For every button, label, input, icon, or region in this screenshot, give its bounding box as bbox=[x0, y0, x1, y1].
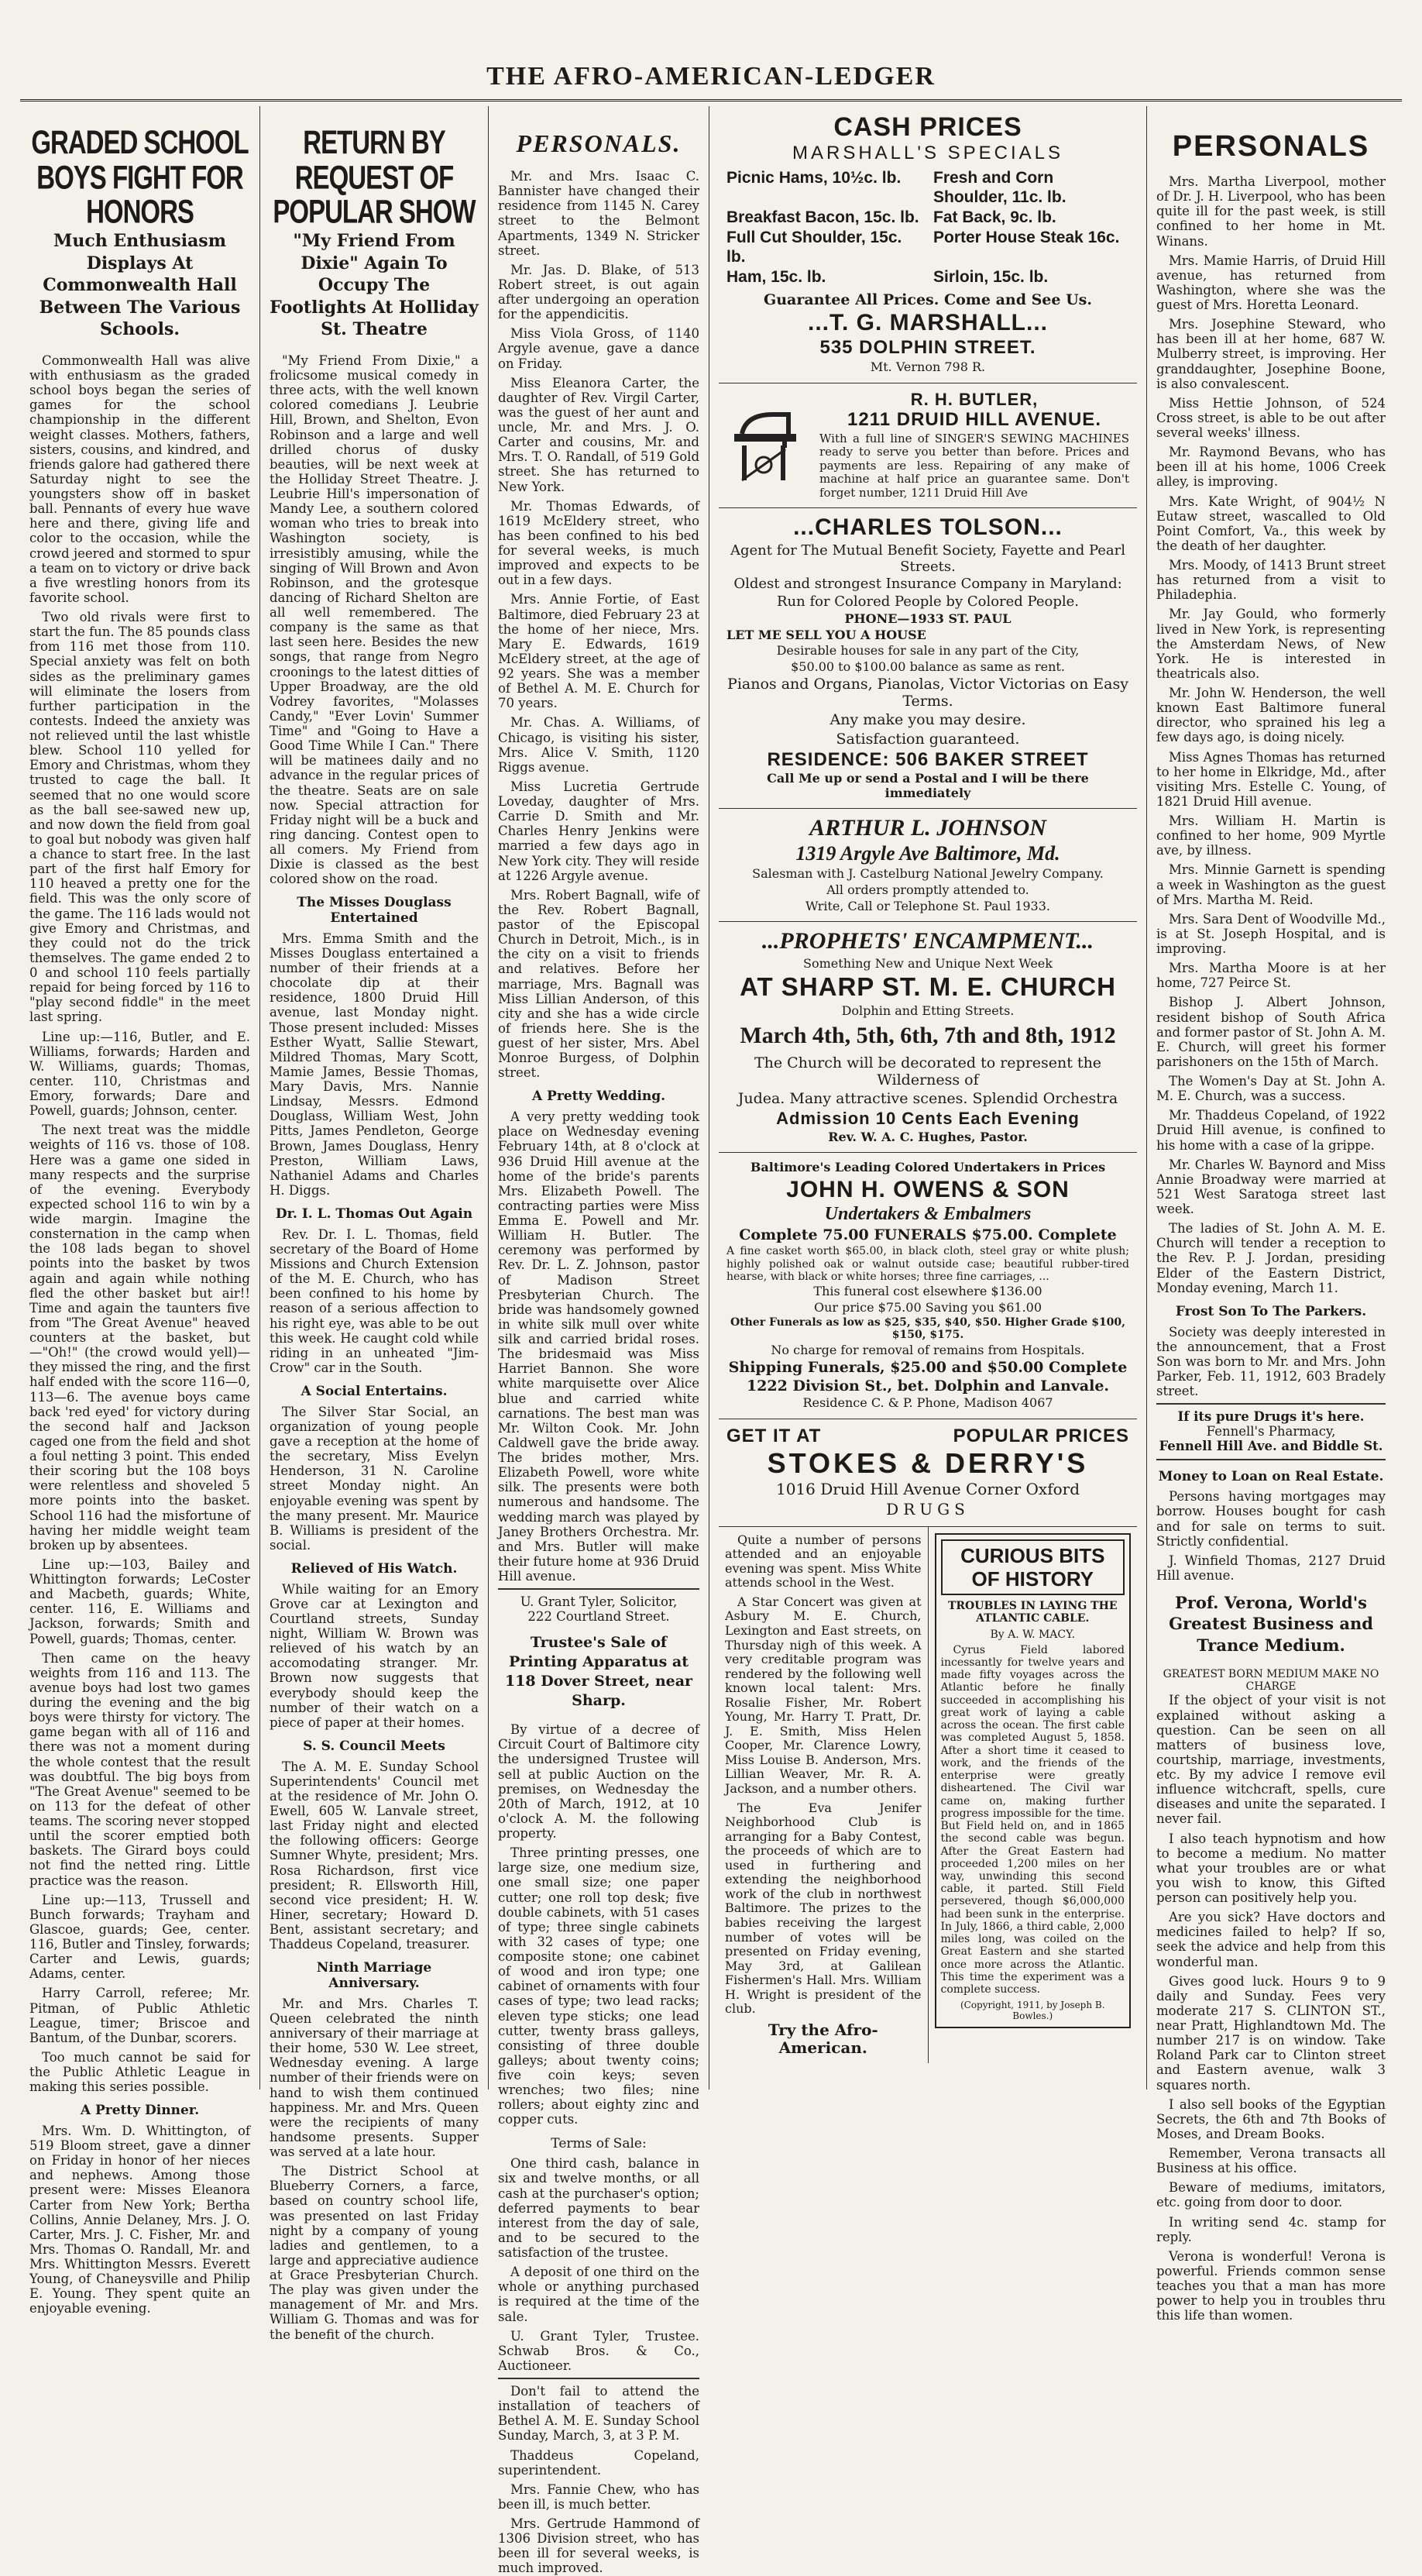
article-paragraph: Gives good luck. Hours 9 to 9 daily and Sunday. Fees very moderate 217 S. CLINTON ST., near Pratt, Highlandtown Md. The number 217 is on window. Take Roland Park car to Clinton street and Eastern avenue, walk 3 squares north. bbox=[1156, 1973, 1386, 2093]
trustee-heading: Trustee's Sale of Printing Apparatus at 118 Dover Street, near Sharp. bbox=[504, 1634, 693, 1709]
personal-item: Mr. and Mrs. Isaac C. Bannister have changed their residence from 1145 N. Carey street to the Belmont Apartments, 1349 N. Stricker street. bbox=[498, 169, 699, 258]
article-paragraph: Don't fail to attend the installation of teachers of Bethel A. M. E. Sunday School Sunday, March, 3, at 3 P. M. bbox=[498, 2384, 699, 2444]
johnson-name: ARTHUR L. JOHNSON bbox=[809, 815, 1046, 841]
personal-item: Mrs. Martha Liverpool, mother of Dr. J. H. Liverpool, who has been quite ill for the past week, is still confined to her home in Mt. Winans. bbox=[1156, 174, 1386, 249]
personal-item: Mrs. Mamie Harris, of Druid Hill avenue, has returned from Washington, where she was the guest of Mrs. Horetta Leonard. bbox=[1156, 253, 1386, 313]
personal-item: Miss Lucretia Gertrude Loveday, daughter of Mrs. Carrie D. Smith and Mr. Charles Henry Jenkins were married a few days ago in New York city. They will reside at 1226 Argyle avenue. bbox=[498, 779, 699, 883]
owens-address: 1222 Division St., bet. Dolphin and Lanvale. bbox=[746, 1377, 1110, 1395]
cash-prices-title: CASH PRICES bbox=[833, 112, 1022, 142]
price-item: Full Cut Shoulder, 15c. lb. bbox=[726, 229, 902, 266]
personal-item: Mr. John W. Henderson, the well known East Baltimore funeral director, who sprained his leg a few days ago, is doing nicely. bbox=[1156, 686, 1386, 745]
article-paragraph: Quite a number of persons attended and an enjoyable evening was spent. Miss White attends school in the West. bbox=[725, 1532, 922, 1591]
article-paragraph: J. Winfield Thomas, 2127 Druid Hill avenue. bbox=[1156, 1553, 1386, 1583]
personal-item: Miss Eleanora Carter, the daughter of Rev. Virgil Carter, was the guest of her aunt and uncle, Mr. and Mrs. J. O. Carter and cousins, Mr. and Mrs. T. O. Randall, of 519 Gold street. She has returned to New York. bbox=[498, 375, 699, 494]
price-item: Sirloin, 15c. lb. bbox=[933, 268, 1049, 287]
owens-name: JOHN H. OWENS & SON bbox=[786, 1176, 1070, 1202]
curious-box bbox=[935, 1533, 1132, 2028]
stokes-address: 1016 Druid Hill Avenue Corner Oxford bbox=[775, 1480, 1080, 1499]
johnson-line: All orders promptly attended to. bbox=[826, 882, 1029, 897]
admission-line: Admission 10 Cents Each Evening bbox=[776, 1109, 1080, 1129]
council-heading: S. S. Council Meets bbox=[303, 1738, 445, 1754]
article-paragraph: A very pretty wedding took place on Wednesday evening February 14th, at 8 o'clock at 936 Druid Hill avenue at the home of the bride's parents Mrs. Elizabeth Powell. The contracting parties were Miss Emma E. Powell and Mr. William H. Butler. The ceremony was performed by Rev. Dr. L. Z. Johnson, pastor of Madison Street Presbyterian Church. The bride was handsomely gowned in white silk mull over white silk and carried bridal roses. The bridesmaid was Miss Harriet Bannon. She wore white marquisette over Alice blue and carried white carnations. The best man was Mr. Wilton Cook. Mr. John Caldwell gave the bride away. The brides mother, Mrs. Elizabeth Powell, wore white silk. The presents were both numerous and handsome. The wedding march was played by Janey Brothers Orchestra. Mr. and Mrs. Butler will make their future home at 936 Druid Hill avenue. bbox=[498, 1109, 699, 1584]
personal-item: Mr. Jay Gould, who formerly lived in New York, is representing the Amsterdam News, of New York. He is interested in theatricals also. bbox=[1156, 607, 1386, 681]
dinner-paragraph: Mrs. Wm. D. Whittington, of 519 Bloom street, gave a dinner on Friday in honor of her nieces and nephews. Among those present were: Misses Eleanora Carter from New York; Bertha Collins, Annie Delaney, Mrs. J. O. Carter, Mrs. J. C. Fisher, Mr. and Mrs. Thomas O. Randall, Mr. and Mrs. Whittington Messrs. Everett Young, of Chaneysville and Philip E. Young. They spent quite an enjoyable evening. bbox=[29, 2123, 250, 2316]
headline-show: RETURN BY REQUEST OF POPULAR SHOW bbox=[273, 122, 476, 230]
article-paragraph: A Star Concert was given at Asbury M. E. Church, Lexington and East streets, on Thursday nigh of this week. A very creditable program was rendered by the following well known local talent: Mrs. Rosalie Fisher, Mr. Robert Young, Mr. Harry T. Pratt, Dr. J. E. Smith, Miss Helen Cooper, Mr. Clarence Lowry, Miss Louise B. Anderson, Mrs. Lillian Weaver, Mr. R. A. Jackson, and a number others. bbox=[725, 1594, 922, 1797]
article-paragraph: Thaddeus Copeland, superintendent. bbox=[498, 2447, 699, 2478]
article-paragraph: Remember, Verona transacts all Business at his office. bbox=[1156, 2146, 1386, 2176]
article-paragraph: "My Friend From Dixie," a frolicsome musical comedy in three acts, with the well known colored comedians J. Leubrie Hill, Brown, and Shelton, Evon Robinson and a large and well drilled chorus of dusky beauties, will be next week at the Holliday Street Theatre. J. Leubrie Hill's impersonation of Mandy Lee, a southern colored woman who tries to break into Washington society, is irresistibly amusing, while the singing of Will Brown and Avon Robinson, and the grotesque dancing of Richard Shelton are all well remembered. The company is the same as that last seen here. Besides the new songs, that range from Negro croonings to the latest ditties of Upper Broadway, are the old Vodrey favorites, "Molasses Candy," "Ever Lovin' Summer Time" and "Going to Have a Good Time While I Can." There will be matinees daily and no advance in the regular prices of the theatre. Seats are on sale now. Special attraction for Friday night will be a buck and ring dancing. Contest open to all comers. My Friend from Dixie is classed as the best colored show on the road. bbox=[270, 353, 479, 887]
stokes-ad bbox=[719, 1419, 1137, 1527]
article-paragraph: Commonwealth Hall was alive with enthusiasm as the graded school boys began the series of games for the school championship in the different weight classes. Mothers, fathers, sisters, cousins, and kindred, and friends galore had gathered there Saturday night to see the youngsters show off in basket ball. Pennants of every hue wave here and there, giving life and color to the occasion, while the crowd jeered and stormed to spur a team on to victory or drive back a five wrestling honors from its favorite school. bbox=[29, 353, 250, 605]
money-heading: Money to Loan on Real Estate. bbox=[1158, 1468, 1384, 1484]
butler-ad bbox=[719, 383, 1137, 508]
personal-item: Mr. Jas. D. Blake, of 513 Robert street, is out again after undergoing an operation for the appendicitis. bbox=[498, 262, 699, 322]
divider bbox=[1156, 1459, 1386, 1460]
article-paragraph: Three printing presses, one large size, one medium size, one small size; one paper cutter; one roll top desk; five double cabinets, with 51 cases of type; three single cabinets with 32 cases of type; one composite stone; one cabinet of wood and iron type; one cabinet of ornaments with four cases of type; two lead racks; eleven type sticks; one lead cutter, twenty brass galleys, consisting of three double galleys; about twenty coins; five coin keys; seven wrenches; two files; nine rollers; about eighty zinc and copper cuts. bbox=[498, 1845, 699, 2127]
curious-copyright: (Copyright, 1911, by Joseph B. Bowles.) bbox=[960, 2000, 1105, 2022]
column-4-ads bbox=[709, 106, 1147, 2089]
personal-item: Mrs. Robert Bagnall, wife of the Rev. Robert Bagnall, pastor of the Episcopal Church in Detroit, Mich., is in the city on a visit to friends and relatives. Before her marriage, Mrs. Bagnall was Miss Lillian Anderson, of this city and she has a wide circle of friends here. She is the guest of her sister, Mrs. Abel Monroe Burgess, of Dolphin street. bbox=[498, 887, 699, 1081]
church-line: The Church will be decorated to represent the Wilderness of bbox=[754, 1054, 1102, 1089]
lower-section bbox=[719, 1527, 1137, 2063]
personal-item: Mrs. Martha Moore is at her home, 727 Peirce St. bbox=[1156, 961, 1386, 991]
subhead-basketball: Much Enthusiasm Displays At Commonwealth Hall Between The Various Schools. bbox=[39, 230, 241, 340]
owens-phone: Residence C. & P. Phone, Madison 4067 bbox=[802, 1395, 1053, 1411]
johnson-address: 1319 Argyle Ave Baltimore, Md. bbox=[795, 842, 1060, 865]
personal-item: Mrs. Minnie Garnett is spending a week in Washington as the guest of Mrs. Martha M. Reid. bbox=[1156, 862, 1386, 907]
tolson-ad bbox=[719, 508, 1137, 810]
price-item: Breakfast Bacon, 15c. lb. bbox=[726, 208, 919, 226]
butler-text: With a full line of SINGER'S SEWING MACHINES ready to serve you better than before. Prices and payments are less. Repairing of any make of machine at half price an guarantee same. Don't forget number, 1211 Druid Hill Ave bbox=[819, 431, 1129, 500]
funeral-note: No charge for removal of remains from Hospitals. bbox=[771, 1342, 1085, 1357]
personal-item: Bishop J. Albert Johnson, resident bishop of South Africa and former pastor of St. John A. M. E. Church, will greet his former parishoners on the 15th of March. bbox=[1156, 995, 1386, 1069]
frost-heading: Frost Son To The Parkers. bbox=[1175, 1303, 1367, 1319]
article-paragraph: Harry Carroll, referee; Mr. Pitman, of Public Athletic League, timer; Briscoe and Bantum, of the Dunbar, scorers. bbox=[29, 1986, 250, 2045]
douglass-heading: The Misses Douglass Entertained bbox=[297, 895, 452, 927]
article-paragraph: U. Grant Tyler, Trustee. Schwab Bros. & Co., Auctioneer. bbox=[498, 2328, 699, 2373]
marshall-address: 535 DOLPHIN STREET. bbox=[819, 337, 1036, 359]
divider bbox=[1156, 1403, 1386, 1405]
article-paragraph: Too much cannot be said for the Public Athletic League in making this series possible. bbox=[29, 2049, 250, 2095]
column-1 bbox=[20, 106, 260, 2316]
personal-item: Mrs. Annie Fortie, of East Baltimore, died February 23 at the home of her niece, Mrs. Mary E. Edwards, 1619 McEldery street, at the age of 92 years. She was a member of Bethel A. M. E. Church for 70 years. bbox=[498, 592, 699, 711]
house-line: Desirable houses for sale in any part of the City, bbox=[776, 643, 1080, 659]
personal-item: Mrs. Sara Dent of Woodville Md., is at St. Joseph Hospital, and is improving. bbox=[1156, 911, 1386, 957]
prophets-ad bbox=[719, 922, 1137, 1153]
personal-item: Mr. Thomas Edwards, of 1619 McEldery street, who has been confined to his bed for several weeks, is much improved and expects to be out in a few days. bbox=[498, 498, 699, 588]
shipping-line: Shipping Funerals, $25.00 and $50.00 Complete bbox=[728, 1359, 1128, 1377]
column-3 bbox=[489, 106, 709, 2576]
butler-name: R. H. BUTLER, bbox=[910, 389, 1039, 409]
guarantee-line: Guarantee All Prices. Come and See Us. bbox=[764, 291, 1092, 309]
personal-item: Mr. Charles W. Baynord and Miss Annie Broadway were married at 521 West Saratoga street last week. bbox=[1156, 1157, 1386, 1217]
personal-item: The ladies of St. John A. M. E. Church will tender a reception to the Rev. P. J. Jordan, presiding Elder of the Eastern District, Monday evening, March 11. bbox=[1156, 1221, 1386, 1295]
butler-address: 1211 DRUID HILL AVENUE. bbox=[847, 409, 1101, 431]
personals-heading: PERSONALS bbox=[1172, 130, 1370, 163]
article-paragraph: Persons having mortgages may borrow. Houses bought for cash and for sale on terms to suit. Strictly confidential. bbox=[1156, 1489, 1386, 1549]
tolson-line: Agent for The Mutual Benefit Society, Fayette and Pearl Streets. bbox=[730, 542, 1126, 575]
personal-item: The Women's Day at St. John A. M. E. Church, was a success. bbox=[1156, 1074, 1386, 1104]
pianos-line: Pianos and Organs, Pianolas, Victor Victorias on Easy Terms. bbox=[727, 676, 1128, 710]
funeral-cost: This funeral cost elsewhere $136.00 bbox=[813, 1284, 1042, 1299]
curious-byline: By A. W. MACY. bbox=[990, 1628, 1076, 1641]
funeral-saving: Our price $75.00 Saving you $61.00 bbox=[813, 1299, 1042, 1315]
personal-item: Mr. Raymond Bevans, who has been ill at his home, 1006 Creek alley, is improving. bbox=[1156, 445, 1386, 490]
prophets-sub: Something New and Unique Next Week bbox=[803, 955, 1053, 971]
owens-sub: Undertakers & Embalmers bbox=[824, 1203, 1032, 1224]
verona-subhead: GREATEST BORN MEDIUM MAKE NO CHARGE bbox=[1163, 1667, 1379, 1694]
article-paragraph: Society was deeply interested in the announcement, that a Frost Son was born to Mr. and Mrs. John Parker, Feb. 11, 1912, 603 Bradely street. bbox=[1156, 1324, 1386, 1399]
pianos-line: Satisfaction guaranteed. bbox=[836, 730, 1020, 748]
verona-heading: Prof. Verona, World's Greatest Business and Trance Medium. bbox=[1169, 1593, 1373, 1655]
marshall-name: ...T. G. MARSHALL... bbox=[808, 310, 1048, 336]
wedding-heading: A Pretty Wedding. bbox=[531, 1089, 666, 1105]
article-paragraph: Mrs. Emma Smith and the Misses Douglass entertained a number of their friends at a chocolate dip at their residence, 1800 Druid Hill avenue, last Monday night. Those present included: Misses Esther Wyatt, Sallie Stewart, Mildred Thomas, Mary Scott, Mamie James, Bessie Thomas, Mary Davis, Mrs. Nannie Lindsay, Messrs. Edmond Douglass, William West, John Pitts, James Pendleton, George Brown, James Douglass, Henry Preston, William Laws, Nathaniel Adams and Charles H. Diggs. bbox=[270, 930, 479, 1198]
anniversary-heading: Ninth Marriage Anniversary. bbox=[316, 1960, 432, 1992]
terms-heading: Terms of Sale: bbox=[551, 2135, 647, 2151]
article-paragraph: If the object of your visit is not explained without asking a question. Can be seen on all matters of business love, courtship, marriage, investments, etc. By my advice I remove evil influence witchcraft, spells, cure diseases and unite the separated. I never fail. bbox=[1156, 1693, 1386, 1827]
article-paragraph: Mrs. Fannie Chew, who has been ill, is much better. bbox=[498, 2481, 699, 2512]
subhead-show: "My Friend From Dixie" Again To Occupy The Footlights At Holliday St. Theatre bbox=[270, 230, 479, 340]
watch-heading: Relieved of His Watch. bbox=[290, 1561, 458, 1577]
residence-note: Call Me up or send a Postal and I will be there immediately bbox=[767, 771, 1089, 800]
johnson-line: Salesman with J. Castelburg National Jewelry Company. bbox=[752, 866, 1104, 882]
solicitor-name: U. Grant Tyler, Solicitor, bbox=[520, 1594, 678, 1610]
divider bbox=[498, 2378, 699, 2379]
drugs-line: Fennell Hill Ave. and Biddle St. bbox=[1159, 1439, 1383, 1454]
stokes-name: STOKES & DERRY'S bbox=[767, 1446, 1089, 1479]
article-paragraph: While waiting for an Emory Grove car at Lexington and Courtland streets, Sunday night, William W. Brown was relieved of his watch by an accomodating stranger. Mr. Brown now suggests that everybody should keep the number of their watch on a piece of paper at their homes. bbox=[270, 1581, 479, 1730]
column-5 bbox=[1147, 106, 1395, 2323]
event-dates: March 4th, 5th, 6th, 7th and 8th, 1912 bbox=[740, 1023, 1116, 1049]
article-paragraph: Line up:—103, Bailey and Whittington forwards; LeCoster and Macbeth, guards; White, center. 116, E. Williams and Jackson, forwards; Smith and Powell, guards; Thomas, center. bbox=[29, 1556, 250, 1646]
article-paragraph: I also sell books of the Egyptian Secrets, the 6th and 7th Books of Moses, and Dream Books. bbox=[1156, 2096, 1386, 2141]
personal-item: Mrs. Moody, of 1413 Brunt street has returned from a visit to Philadephia. bbox=[1156, 558, 1386, 603]
price-item: Ham, 15c. lb. bbox=[726, 268, 826, 287]
article-paragraph: Mr. and Mrs. Charles T. Queen celebrated the ninth anniversary of their marriage at their home, 530 W. Lee street, Wednesday evening. A large number of their friends were on hand to wish them continued happiness. Mr. and Mrs. Queen were the recipients of many handsome presents. Supper was served at a late hour. bbox=[270, 1996, 479, 2160]
article-paragraph: A deposit of one third on the whole or anything purchased is required at the time of the sale. bbox=[498, 2265, 699, 2324]
try-line: Try the Afro-American. bbox=[768, 2020, 878, 2057]
personal-item: Mr. Thaddeus Copeland, of 1922 Druid Hill avenue, is confined to his home with a case of la grippe. bbox=[1156, 1108, 1386, 1153]
personal-item: Mr. Chas. A. Williams, of Chicago, is visiting his sister, Mrs. Alice V. Smith, 1120 Riggs avenue. bbox=[498, 715, 699, 775]
dinner-heading: A Pretty Dinner. bbox=[80, 2103, 200, 2119]
headline-basketball: GRADED SCHOOL BOYS FIGHT FOR HONORS bbox=[31, 122, 249, 230]
house-heading: LET ME SELL YOU A HOUSE bbox=[726, 627, 926, 642]
drugs-line: If its pure Drugs it's here. bbox=[1177, 1409, 1365, 1425]
article-paragraph: Two old rivals were first to start the fun. The 85 pounds class from 116 met those from 110. Special anxiety was felt on both sides as the preliminary games will eliminate the losers from further participation in the contests. Indeed the anxiety was not relieved until the last whistle blew. School 110 yelled for Emory and Christmas, whom they trusted to cage the ball. It seemed that no one would score as the ball see-sawed new up, and now down the field from goal to goal but nobody was given half a chance to start free. In the last part of the first half Emory for 110 heaved a pretty one for the field. This was the only score of the game. The 116 lads would not give Emory and Christmas, and they could not do the trick themselves. The game ended 2 to 0 and school 110 feels partially repaid for being forced by 116 to "play second fiddle" in the meet last spring. bbox=[29, 610, 251, 1025]
pastor-line: Rev. W. A. C. Hughes, Pastor. bbox=[828, 1129, 1028, 1144]
price-item: Picnic Hams, 10½c. lb. bbox=[726, 169, 902, 187]
price-list bbox=[726, 169, 1129, 287]
article-paragraph: Are you sick? Have doctors and medicines failed to help? If so, seek the advice and help from this wonderful man. bbox=[1156, 1910, 1386, 1969]
drugs-label: DRUGS bbox=[886, 1499, 970, 1518]
specials-title: MARSHALL'S SPECIALS bbox=[792, 143, 1064, 164]
prophets-title: ...PROPHETS' ENCAMPMENT... bbox=[761, 928, 1094, 954]
personal-item: Miss Hettie Johnson, of 524 Cross street, is able to be out after several weeks' illness. bbox=[1156, 395, 1386, 441]
personal-item: Mrs. Kate Wright, of 904½ N Eutaw street, wascalled to Old Point Comfort, Va., this week by the death of her daughter. bbox=[1156, 494, 1386, 553]
popular-label: POPULAR PRICES bbox=[953, 1425, 1129, 1446]
tolson-phone: PHONE—1933 ST. PAUL bbox=[844, 611, 1012, 627]
personal-item: Mrs. Josephine Steward, who has been ill at her home, 687 W. Mulberry street, is improving. Her granddaughter, Josephine Boone, is also convalescent. bbox=[1156, 317, 1386, 391]
masthead: THE AFRO-AMERICAN-LEDGER bbox=[20, 0, 1402, 101]
personal-item: Mrs. William H. Martin is confined to her home, 909 Myrtle ave, by illness. bbox=[1156, 813, 1386, 858]
marshall-ad bbox=[719, 106, 1137, 383]
article-paragraph: The Silver Star Social, an organization of young people gave a reception at the home of the secretary, Miss Evelyn Henderson, 31 N. Caroline street Monday night. An enjoyable evening was spent by the many present. Mr. Maurice B. Williams is president of the social. bbox=[270, 1404, 479, 1553]
curious-heading: CURIOUS BITS OF HISTORY bbox=[941, 1539, 1125, 1595]
lower-left bbox=[719, 1527, 929, 2063]
church-name: AT SHARP ST. M. E. CHURCH bbox=[740, 972, 1116, 1002]
house-line: $50.00 to $100.00 balance as same as rent. bbox=[791, 659, 1065, 674]
article-paragraph: Beware of mediums, imitators, etc. going from door to door. bbox=[1156, 2180, 1386, 2210]
johnson-line: Write, Call or Telephone St. Paul 1933. bbox=[805, 898, 1050, 913]
price-item: Porter House Steak 16c. bbox=[933, 229, 1120, 247]
price-item: Fresh and Corn Shoulder, 11c. lb. bbox=[933, 169, 1066, 206]
article-paragraph: The Eva Jenifer Neighborhood Club is arranging for a Baby Contest, the proceeds of which are to used in furthering and extending the neighborhood work of the club in northwest Baltimore. The prizes to the babies receiving the largest number of votes will be presented on Friday evening, May 3rd, at Galilean Fishermen's Hall. Mrs. William H. Wright is president of the club. bbox=[725, 1800, 922, 2017]
residence-line: RESIDENCE: 506 BAKER STREET bbox=[767, 748, 1089, 770]
personal-item: Miss Viola Gross, of 1140 Argyle avenue, gave a dance on Friday. bbox=[498, 326, 699, 371]
tolson-name: ...CHARLES TOLSON... bbox=[793, 514, 1063, 540]
article-paragraph: I also teach hypnotism and how to become a medium. No matter what your troubles are or what you wish to know, this Gifted person can positively help you. bbox=[1156, 1831, 1386, 1905]
marshall-phone: Mt. Vernon 798 R. bbox=[870, 359, 986, 375]
funeral-other: Other Funerals as low as $25, $35, $40, $50. Higher Grade $100, $150, $175. bbox=[730, 1316, 1126, 1342]
funeral-price: Complete 75.00 FUNERALS $75.00. Complete bbox=[739, 1226, 1117, 1244]
church-line: Judea. Many attractive scenes. Splendid Orchestra bbox=[737, 1090, 1118, 1108]
article-paragraph: One third cash, balance in six and twelve months, or all cash at the purchaser's option; deferred payments to bear interest from the day of sale, and to be secured to the satisfaction of the trustee. bbox=[498, 2156, 699, 2261]
solicitor-address: 222 Courtland Street. bbox=[527, 1609, 670, 1625]
column-2 bbox=[260, 106, 489, 2342]
article-paragraph: Rev. Dr. I. L. Thomas, field secretary of the Board of Home Missions and Church Extension of the M. E. Church, who has been confined to his home by reason of a serious affection to his right eye, was able to be out this week. He caught cold while riding in an unheated "Jim-Crow" car in the South. bbox=[270, 1226, 479, 1375]
social-heading: A Social Entertains. bbox=[301, 1384, 448, 1400]
article-paragraph: Mrs. Gertrude Hammond of 1306 Division street, who has been ill for several weeks, is much improved. bbox=[498, 2516, 699, 2576]
lower-right bbox=[929, 1527, 1138, 2063]
church-sub: Dolphin and Etting Streets. bbox=[841, 1003, 1015, 1018]
funeral-text: A fine casket worth $65.00, in black cloth, steel gray or white plush; highly polished oak or walnut outside case; beautiful rubber-tired hearse, with black or white horses; three fine carriages, ... bbox=[726, 1245, 1129, 1283]
getit-label: GET IT AT bbox=[726, 1425, 822, 1446]
article-paragraph: By virtue of a decree of Circuit Court of Baltimore city the undersigned Trustee will sell at public Auction on the premises, on Wednesday the 20th of March, 1912, at 10 o'clock A. M. the following property. bbox=[498, 1722, 699, 1842]
tolson-line: Oldest and strongest Insurance Company in Maryland: bbox=[733, 576, 1122, 593]
price-item: Fat Back, 9c. lb. bbox=[933, 208, 1056, 226]
drugs-line: Fennell's Pharmacy, bbox=[1206, 1424, 1336, 1439]
curious-subhead: TROUBLES IN LAYING THE ATLANTIC CABLE. bbox=[947, 1600, 1118, 1625]
johnson-ad bbox=[719, 809, 1137, 922]
curious-text: Cyrus Field labored incessantly for twelve years and made fifty voyages across the Atlantic before he finally succeeded in accomplishing his great work of laying a cable across the ocean. The first cable was completed August 5, 1858. After a short time it ceased to work, and the friends of the enterprise were greatly disheartened. The Civil war came on, making further progress impossible for the time. But Field held on, and in 1865 the second cable was begun. After the Great Eastern had proceeded 1,200 miles on her way, unwinding this second cable, it parted. Still Field persevered, though $6,000,000 had been sunk in the enterprise. In July, 1866, a third cable, 2,000 miles long, was coiled on the Great Eastern and she started once more across the Atlantic. This time the experiment was a complete success. bbox=[940, 1643, 1125, 1996]
divider bbox=[498, 1588, 699, 1590]
article-paragraph: Verona is wonderful! Verona is powerful. Friends common sense teaches you that a man has more power to help you in troubles thru this life than women. bbox=[1156, 2248, 1386, 2323]
article-paragraph: Then came on the heavy weights from 116 and 113. The avenue boys had lost two games during the evening and the big boys were thirsty for victory. The game began with all of 116 and there was not a moment during the whole contest that the result was doubtful. The big boys from "The Great Avenue" seemed to be on 113 for the defeat of other teams. The scoring never stopped until the scorer emptied both baskets. The Girard boys could not find the netted ring. Little practice was the reason. bbox=[29, 1650, 250, 1888]
article-paragraph: Line up:—113, Trussell and Bunch forwards; Trayham and Glascoe, guards; Gee, center. 116, Butler and Tinsley, forwards; Carter and Lewis, guards; Adams, center. bbox=[29, 1892, 250, 1982]
tolson-line: Run for Colored People by Colored People. bbox=[777, 593, 1079, 610]
pianos-line: Any make you may desire. bbox=[830, 711, 1026, 729]
personals-heading: PERSONALS. bbox=[516, 129, 682, 157]
columns bbox=[20, 106, 1402, 2576]
article-paragraph: Line up:—116, Butler, and E. Williams, forwards; Harden and W. Williams, guards; Thomas, center. 110, Christmas and Emory, forwards; Dare and Powell, guards; Johnson, center. bbox=[29, 1029, 250, 1119]
sewing-machine-icon bbox=[726, 403, 812, 488]
personal-item: Miss Agnes Thomas has returned to her home in Elkridge, Md., after visiting Mrs. Estelle C. Young, of 1821 Druid Hill avenue. bbox=[1156, 749, 1386, 809]
owens-tag: Baltimore's Leading Colored Undertakers in Prices bbox=[750, 1160, 1106, 1175]
thomas-heading: Dr. I. L. Thomas Out Again bbox=[275, 1206, 473, 1223]
article-paragraph: The next treat was the middle weights of 116 vs. those of 108. Here was a game one sided in many respects and the surprise of the evening. Everybody expected school 116 to win by a wide margin. Imagine the consternation in the camp when the 108 lads began to shovel points into the basket by twos again and again while nothing fled the other basket but air!! Time and again the taunters five from "The Great Avenue" heaved counters at the basket, but—"Oh!" (the crowd would yell)—they missed the ring, and the first half ended with the score 116—0, 113—6. The avenue boys came back 'red eyed' for victory during the second half and Jackson caged one from the field and shot a foul netting 3 point. This ended their scoring but the 108 boys were relentless and shoveled 5 more points into the basket. School 116 had the misfortune of having her middle weight team broken up by absentees. bbox=[29, 1123, 250, 1553]
article-paragraph: In writing send 4c. stamp for reply. bbox=[1156, 2214, 1386, 2244]
owens-ad bbox=[719, 1153, 1137, 1419]
article-paragraph: The A. M. E. Sunday School Superintendents' Council met at the residence of Mr. John O. Ewell, 605 W. Lanvale street, last Friday night and elected the following officers: George Sumner Whyte, president; Mrs. Rosa Richardson, first vice president; R. Ellsworth Hill, second vice president; H. W. Hiner, secretary; Howard D. Bent, assistant secretary; and Thaddeus Copeland, treasurer. bbox=[270, 1759, 479, 1952]
article-paragraph: The District School at Blueberry Corners, a farce, based on country school life, was presented on last Friday night by a company of young ladies and gentlemen, to a large and appreciative audience at Grace Presbyterian Church. The play was given under the management of Mr. and Mrs. William G. Thomas and was for the benefit of the church. bbox=[270, 2164, 479, 2342]
